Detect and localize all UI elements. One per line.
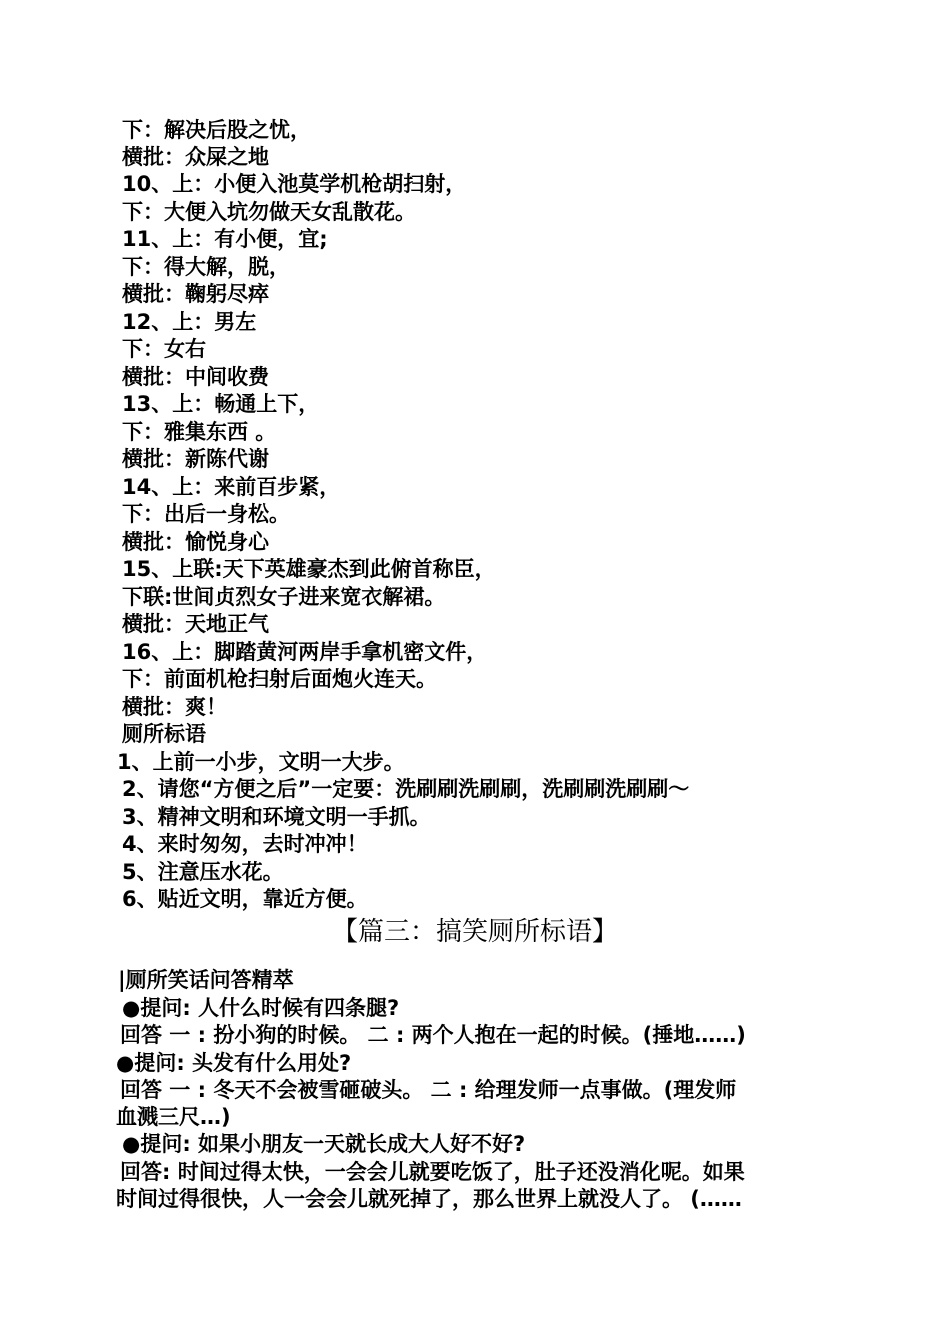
text-line: 横批：爽！ [122, 695, 227, 719]
text-line: 15、上联:天下英雄豪杰到此俯首称臣， [122, 557, 496, 581]
subheading: |厕所笑话问答精萃 [118, 968, 294, 992]
text-line: 横批：众屎之地 [122, 145, 269, 169]
text-line: 14、上：来前百步紧， [122, 475, 341, 499]
text-line: 13、上：畅通上下， [122, 392, 320, 416]
slogan-item: 6、贴近文明，靠近方便。 [122, 887, 368, 911]
text-line: 横批：愉悦身心 [122, 530, 269, 554]
text-line: 横批：中间收费 [122, 365, 269, 389]
text-line: 下联:世间贞烈女子进来宽衣解裙。 [122, 585, 446, 609]
section-title: 【篇三：搞笑厕所标语】 [331, 917, 618, 947]
text-line: 横批：新陈代谢 [122, 447, 269, 471]
slogan-item: 2、请您“方便之后”一定要：洗刷刷洗刷刷，洗刷刷洗刷刷～ [122, 777, 690, 801]
answer-line: 回答: 时间过得太快，一会会儿就要吃饭了，肚子还没消化呢。如果 [120, 1160, 745, 1184]
text-line: 16、上：脚踏黄河两岸手拿机密文件， [122, 640, 488, 664]
text-line: 下：女右 [122, 337, 206, 361]
text-line: 下：大便入坑勿做天女乱散花。 [122, 200, 416, 224]
slogan-item: 3、精神文明和环境文明一手抓。 [122, 805, 431, 829]
answer-line: 回答 一 : 扮小狗的时候。 二 : 两个人抱在一起的时候。(捶地……) [120, 1023, 746, 1047]
text-line: 下：解决后股之忧， [122, 118, 311, 142]
question-line: ●提问: 人什么时候有四条腿? [122, 996, 400, 1020]
question-line: ●提问: 头发有什么用处? [116, 1051, 352, 1075]
answer-line: 回答 一 : 冬天不会被雪砸破头。 二 : 给理发师一点事做。(理发师 [120, 1078, 737, 1102]
slogan-item: 5、注意压水花。 [122, 860, 284, 884]
text-line: 横批：天地正气 [122, 612, 269, 636]
text-line: 横批：鞠躬尽瘁 [122, 282, 269, 306]
text-line: 下：前面机枪扫射后面炮火连天。 [122, 667, 437, 691]
answer-line: 时间过得很快，人一会会儿就死掉了，那么世界上就没人了。 (…… [116, 1187, 742, 1211]
question-line: ●提问: 如果小朋友一天就长成大人好不好? [122, 1132, 526, 1156]
answer-line: 血溅三尺…) [116, 1105, 231, 1129]
text-line: 下：得大解，脱， [122, 255, 290, 279]
text-line: 12、上：男左 [122, 310, 257, 334]
slogan-item: 1、上前一小步，文明一大步。 [117, 750, 405, 774]
slogan-item: 4、来时匆匆，去时冲冲！ [122, 832, 368, 856]
text-line: 11、上：有小便，宜; [122, 227, 328, 251]
text-line: 下：出后一身松。 [122, 502, 290, 526]
text-line: 10、上：小便入池莫学机枪胡扫射， [122, 172, 467, 196]
heading-toilet-slogans: 厕所标语 [122, 722, 206, 746]
text-line: 下：雅集东西 。 [122, 420, 277, 444]
